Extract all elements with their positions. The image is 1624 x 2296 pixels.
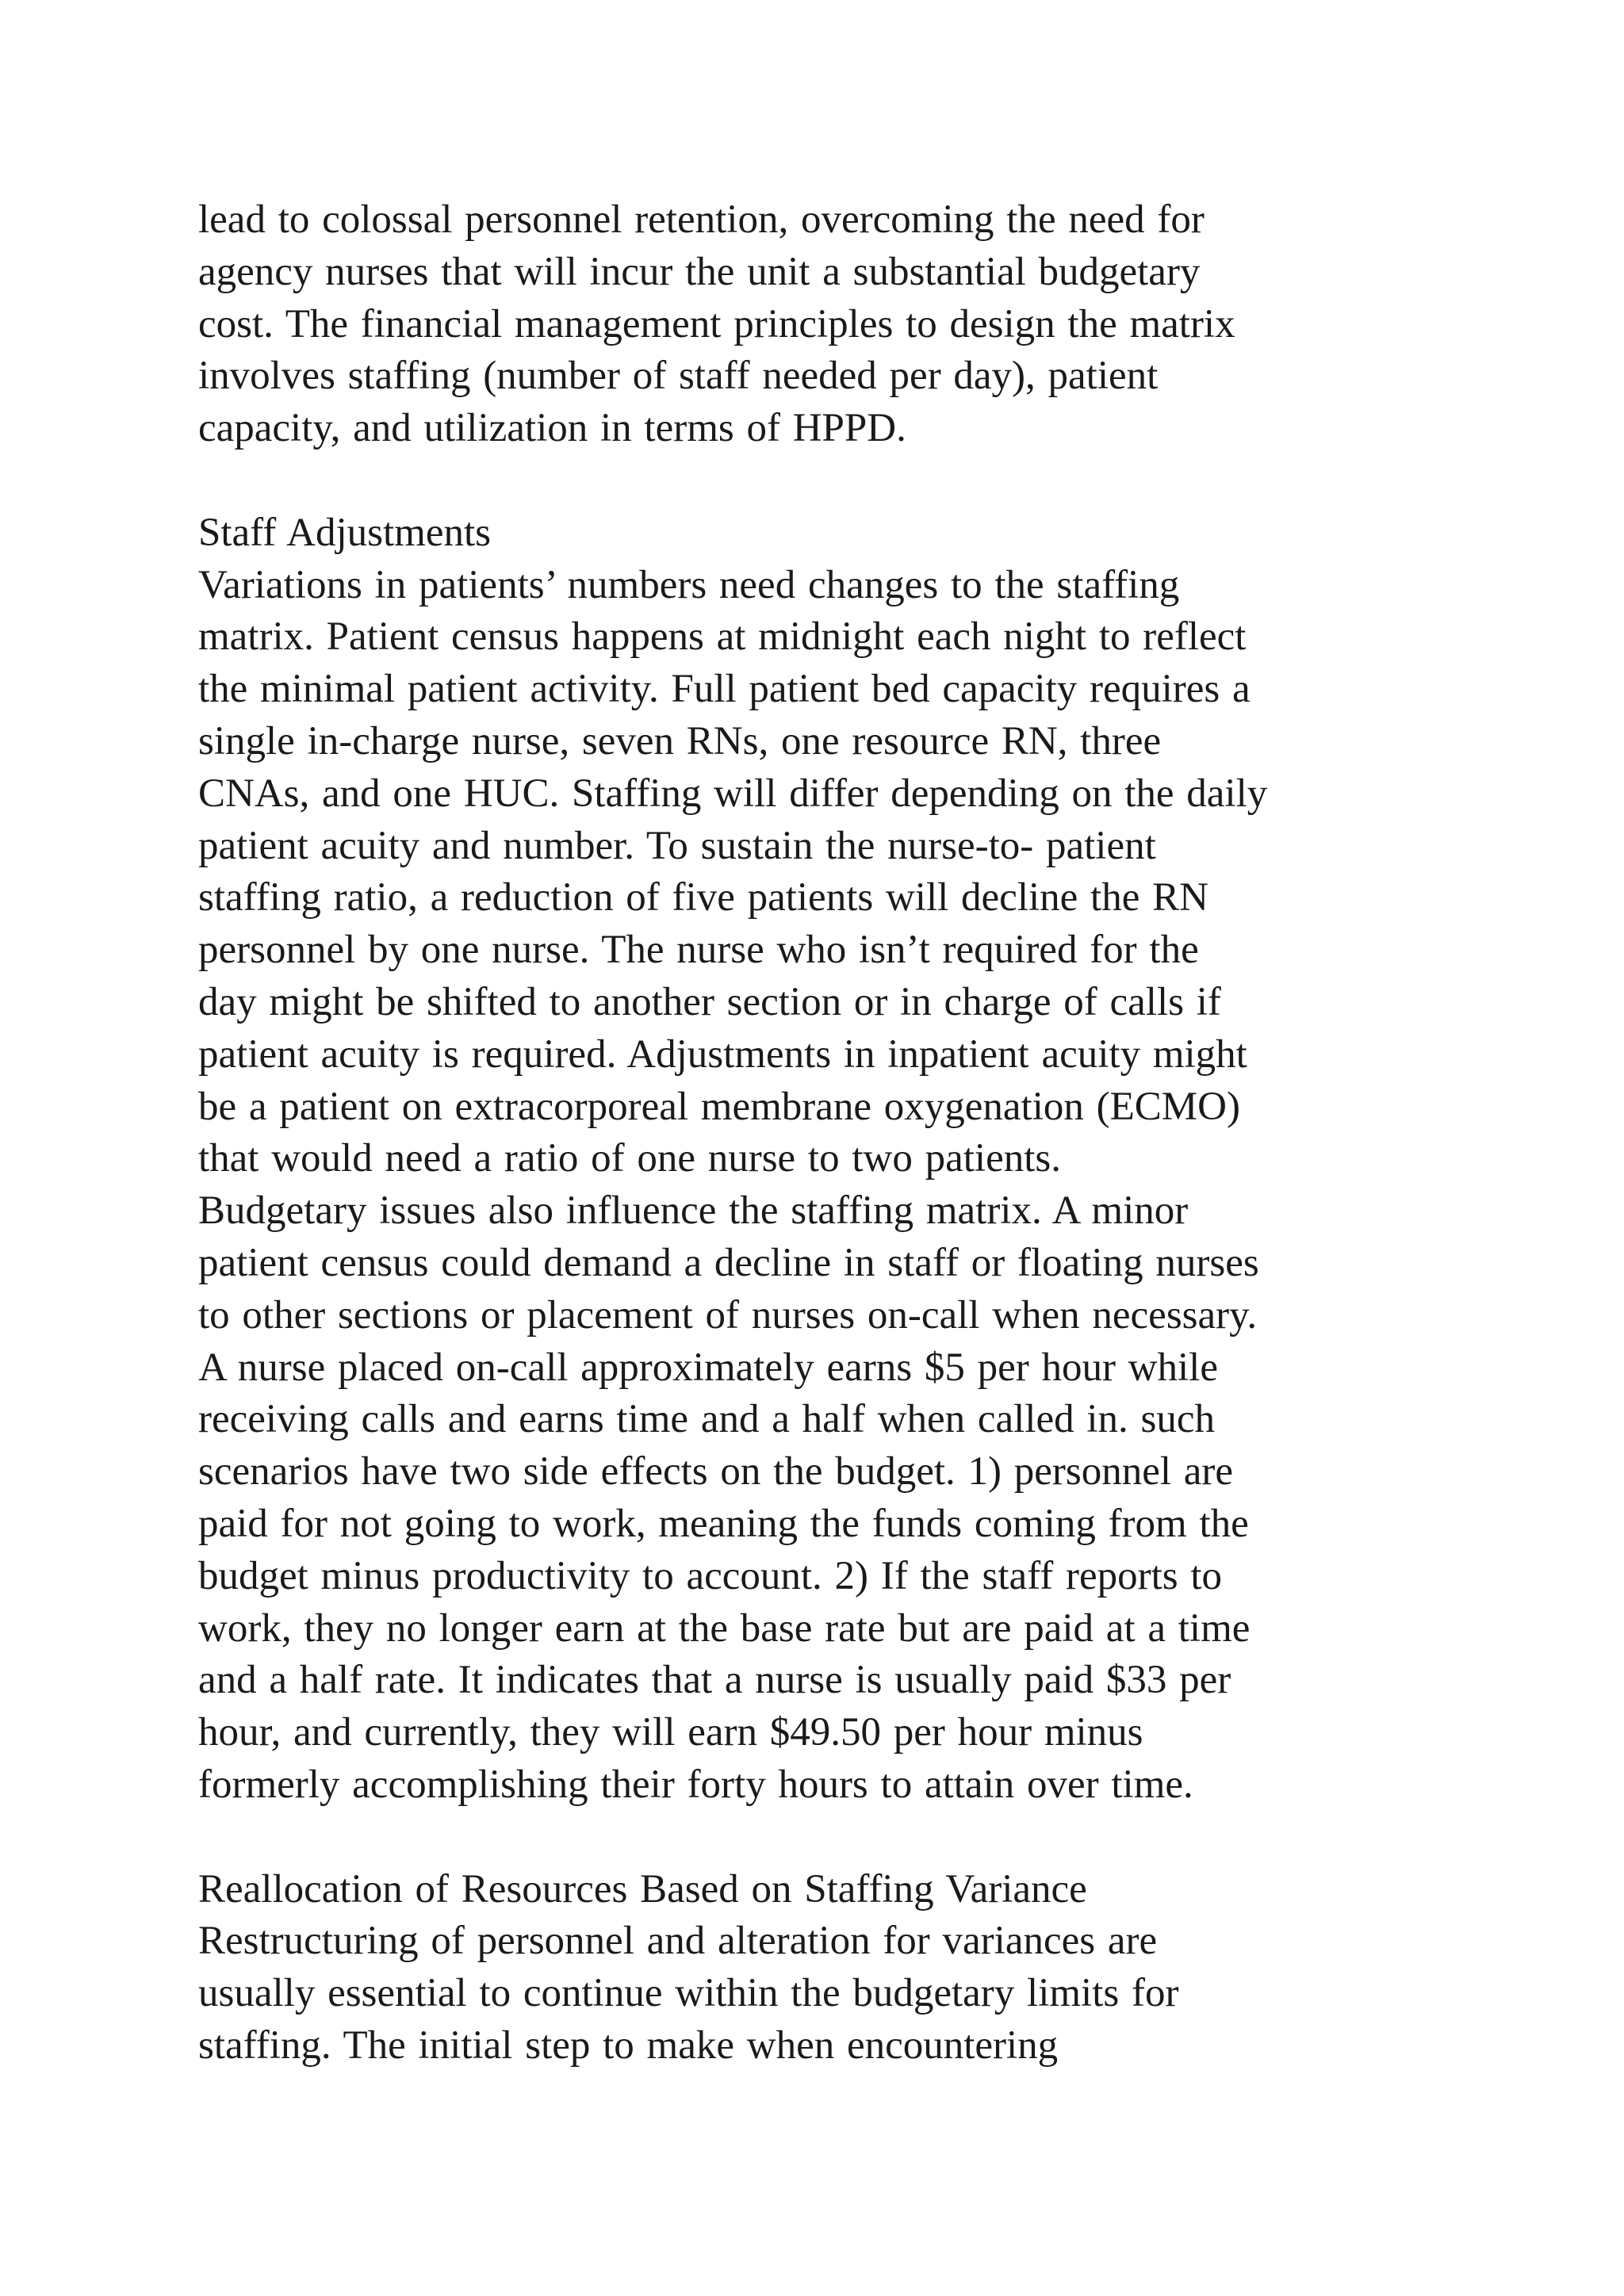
text-line: receiving calls and earns time and a half when called in. such bbox=[198, 1397, 1216, 1442]
text-line: day might be shifted to another section or in charge of calls if bbox=[198, 979, 1221, 1024]
text-line: single in-charge nurse, seven RNs, one resource RN, three bbox=[198, 718, 1162, 763]
text-line: staffing. The initial step to make when encountering bbox=[198, 2022, 1059, 2068]
paragraph-budgetary-issues bbox=[198, 1185, 1515, 1812]
paragraph-financial-principles bbox=[198, 194, 1515, 455]
text-line: and a half rate. It indicates that a nurse is usually paid $33 per bbox=[198, 1658, 1231, 1703]
text-line: patient acuity is required. Adjustments in inpatient acuity might bbox=[198, 1031, 1247, 1077]
text-line: scenarios have two side effects on the budget. 1) personnel are bbox=[198, 1449, 1234, 1494]
paragraph-staff-adjustments bbox=[198, 560, 1515, 1186]
text-line: work, they no longer earn at the base rate but are paid at a time bbox=[198, 1605, 1251, 1651]
section-heading-reallocation: Reallocation of Resources Based on Staffing Variance bbox=[198, 1866, 1087, 1911]
text-line: involves staffing (number of staff needed per day), patient bbox=[198, 354, 1159, 399]
text-line: Budgetary issues also influence the staffing matrix. A minor bbox=[198, 1188, 1189, 1234]
text-line: personnel by one nurse. The nurse who isn’t required for the bbox=[198, 928, 1199, 973]
paragraph-spacer bbox=[198, 455, 1515, 507]
text-line: matrix. Patient census happens at midnight each night to reflect bbox=[198, 614, 1247, 660]
paragraph-spacer bbox=[198, 1812, 1515, 1864]
text-line: Variations in patients’ numbers need changes to the staffing bbox=[198, 562, 1180, 607]
text-line: patient acuity and number. To sustain the nurse-to- patient bbox=[198, 823, 1156, 868]
paragraph-reallocation bbox=[198, 1915, 1515, 2072]
text-line: be a patient on extracorporeal membrane oxygenation (ECMO) bbox=[198, 1084, 1240, 1129]
section-heading-staff-adjustments: Staff Adjustments bbox=[198, 510, 491, 555]
text-line: usually essential to continue within the budgetary limits for bbox=[198, 1971, 1179, 2016]
text-line: budget minus productivity to account. 2) If the staff reports to bbox=[198, 1553, 1223, 1598]
text-line: cost. The financial management principles to design the matrix bbox=[198, 301, 1235, 346]
text-line: Restructuring of personnel and alteration for variances are bbox=[198, 1919, 1158, 1964]
text-line: A nurse placed on-call approximately earns $5 per hour while bbox=[198, 1345, 1218, 1390]
text-line: patient census could demand a decline in staff or floating nurses bbox=[198, 1240, 1259, 1285]
text-line: lead to colossal personnel retention, overcoming the need for bbox=[198, 197, 1205, 242]
document-body bbox=[198, 194, 1515, 2072]
text-line: CNAs, and one HUC. Staffing will differ depending on the daily bbox=[198, 771, 1268, 816]
text-line: agency nurses that will incur the unit a substantial budgetary bbox=[198, 249, 1201, 294]
text-line: the minimal patient activity. Full patient bed capacity requires a bbox=[198, 667, 1251, 712]
text-line: to other sections or placement of nurses on-call when necessary. bbox=[198, 1292, 1258, 1337]
text-line: hour, and currently, they will earn $49.50 per hour minus bbox=[198, 1710, 1143, 1755]
text-line: that would need a ratio of one nurse to two patients. bbox=[198, 1136, 1061, 1181]
text-line: formerly accomplishing their forty hours to attain over time. bbox=[198, 1762, 1193, 1807]
text-line: staffing ratio, a reduction of five patients will decline the RN bbox=[198, 875, 1208, 920]
text-line: paid for not going to work, meaning the funds coming from the bbox=[198, 1501, 1249, 1546]
text-line: capacity, and utilization in terms of HPPD. bbox=[198, 406, 906, 451]
